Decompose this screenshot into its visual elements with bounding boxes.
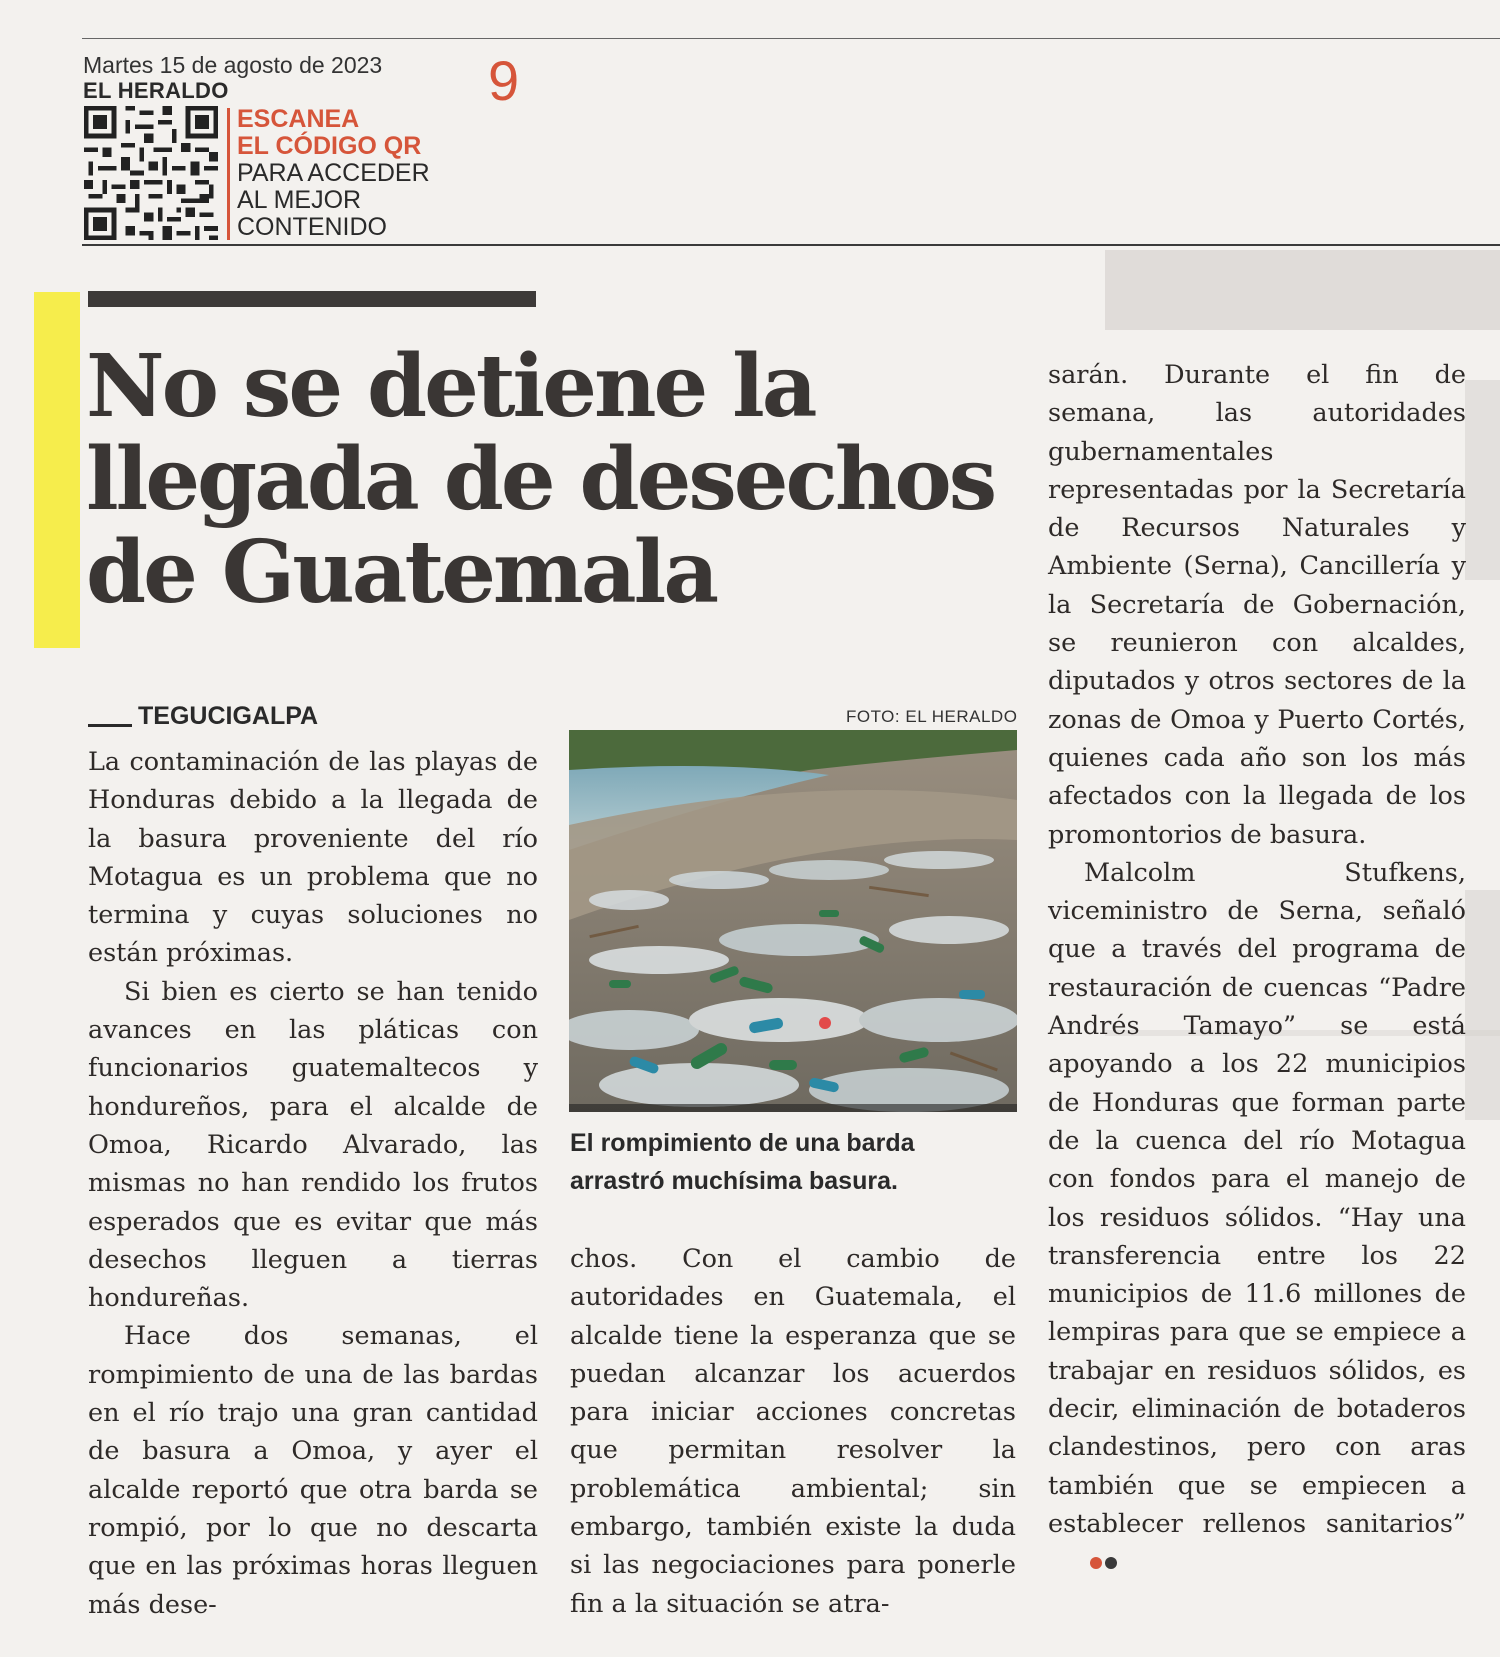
qr-line-4: AL MEJOR (237, 186, 362, 214)
headline-line-1: No se detiene la (86, 336, 815, 437)
end-dot-dark (1105, 1557, 1117, 1569)
article-column-2 (570, 1240, 1016, 1623)
article-column-3 (1048, 356, 1466, 1582)
headline (86, 336, 1016, 623)
photo-caption: El rompimiento de una barda arrastró muchísima basura. (570, 1129, 915, 1195)
page-number: 9 (488, 49, 520, 112)
qr-line-3: PARA ACCEDER (237, 159, 430, 187)
article-column-1 (88, 743, 538, 1624)
col1-paragraph-1: La contaminación de las playas de Honduras debido a la llegada de la basura proveniente del río Motagua es un problema que no termina y cuyas soluciones no están próximas. (88, 747, 538, 969)
headline-line-3: de Guatemala (86, 522, 717, 623)
issue-date: Martes 15 de agosto de 2023 (83, 52, 383, 78)
top-rule (82, 38, 1500, 39)
section-rule (82, 244, 1500, 246)
col1-paragraph-3: Hace dos semanas, el rompimiento de una de las bardas en el río trajo una gran cantidad de basura a Omoa, y ayer el alcalde reportó que otra barda se rompió, por lo que no descarta que en las próximas horas lleguen más dese- (88, 1321, 538, 1620)
col3-paragraph-2-text: Malcolm Stufkens, viceministro de Serna, señaló que a través del programa de restauración de cuencas “Padre Andrés Tamayo” se está apoyando a los 22 municipios de Honduras que forman parte de la cuenca del río Motagua con fondos para el manejo de los residuos sólidos. “Hay una transferencia entre los 22 municipios de 11.6 millones de lempiras para que se empiece a trabajar en residuos sólidos, es decir, eliminación de botaderos clandestinos, pero con aras también que se empiecen a establecer rellenos sanitarios” (1048, 857, 1466, 1539)
end-dot-red (1090, 1557, 1102, 1569)
newspaper-name: EL HERALDO (83, 78, 229, 103)
article-end-mark (1054, 1543, 1120, 1581)
qr-line-1: ESCANEA (237, 105, 360, 133)
qr-line-2: EL CÓDIGO QR (237, 132, 422, 160)
highlighter-mark (34, 292, 80, 648)
col3-paragraph-2 (1048, 854, 1466, 1582)
headline-bar (88, 291, 536, 307)
dateline (88, 702, 318, 731)
qr-line-5: CONTENIDO (237, 213, 387, 241)
photo-credit: FOTO: EL HERALDO (846, 707, 1018, 726)
qr-prompt (237, 106, 430, 241)
col3-paragraph-1: sarán. Durante el fin de semana, las autoridades gubernamentales representadas por la Secretaría de Recursos Naturales y Ambiente (Serna), Cancillería y la Secretaría de Gobernación, se reunieron con alcaldes, diputados y otros sectores de la zonas de Omoa y Puerto Cortés, quienes cada año son los más afectados con la llegada de los promontorios de basura. (1048, 360, 1466, 850)
headline-line-2: llegada de desechos (86, 429, 995, 530)
qr-accent-bar (227, 108, 230, 240)
col1-paragraph-2: Si bien es cierto se han tenido avances en las pláticas con funcionarios guatemaltecos y hondureños, para el alcalde de Omoa, Ricardo Alvarado, las mismas no han rendido los frutos esperados que es evitar que más desechos lleguen a tierras hondureñas. (88, 976, 538, 1314)
beach-garbage-photo (569, 730, 1017, 1112)
qr-code-icon[interactable] (83, 106, 219, 240)
dateline-dash (88, 724, 132, 727)
col2-paragraph-1: chos. Con el cambio de autoridades en Guatemala, el alcalde tiene la esperanza que se puedan alcanzar los acuerdos para iniciar acciones concretas que permitan resolver la problemática ambiental; sin embargo, también existe la duda si las negociaciones para ponerle fin a la situación se atra- (570, 1244, 1016, 1619)
dateline-city: TEGUCIGALPA (138, 702, 319, 730)
